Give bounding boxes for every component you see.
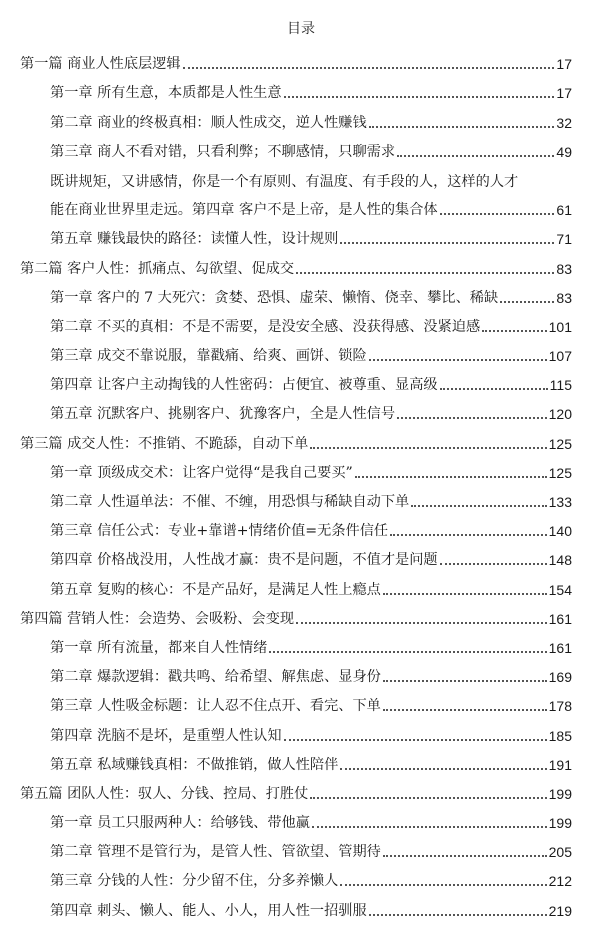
toc-entry-page: 185: [548, 727, 572, 744]
toc-list: [0, 44, 602, 920]
toc-entry-label: 第二篇 客户人性：抓痛点、勾欲望、促成交: [20, 260, 295, 277]
toc-entry-page: 125: [548, 435, 572, 452]
toc-entry-page: 107: [548, 348, 572, 365]
toc-entry-page: 83: [556, 289, 572, 306]
toc-title: 目录: [287, 21, 315, 37]
toc-entry-label: 第一章 客户的 7 大死穴：贪婪、恐惧、虚荣、懒惰、侥幸、攀比、稀缺: [50, 289, 499, 306]
toc-entry-part[interactable]: [0, 774, 602, 803]
toc-entry-page: 61: [556, 202, 572, 219]
toc-entry-label: 第五章 复购的核心：不是产品好，是满足人性上瘾点: [50, 581, 381, 598]
toc-entry-page: 199: [548, 785, 572, 802]
toc-entry-label: 第一章 所有流量，都来自人性情绪: [50, 639, 268, 656]
toc-entry-chapter[interactable]: [0, 161, 602, 219]
toc-entry-label: 第三章 人性吸金标题：让人忍不住点开、看完、下单: [50, 698, 381, 715]
toc-entry-page: 125: [548, 464, 572, 481]
toc-entry-page: 191: [548, 756, 572, 773]
toc-entry-chapter[interactable]: [0, 657, 602, 686]
toc-entry-label: 第二章 不买的真相：不是不需要，是没安全感、没获得感、没紧迫感: [50, 318, 481, 335]
toc-entry-chapter[interactable]: [0, 336, 602, 365]
dot-leader: [369, 914, 547, 916]
toc-entry-part[interactable]: [0, 599, 602, 628]
toc-entry-page: 17: [556, 85, 572, 102]
dot-leader: [310, 447, 546, 449]
toc-entry-chapter[interactable]: [0, 569, 602, 598]
toc-entry-label: 第一篇 商业人性底层逻辑: [20, 56, 181, 73]
dot-leader: [369, 359, 547, 361]
dot-leader: [500, 301, 554, 303]
toc-entry-page: 101: [548, 318, 572, 335]
dot-leader: [369, 126, 555, 128]
dot-leader: [355, 476, 547, 478]
toc-entry-label: 第一章 顶级成交术：让客户觉得“是我自己要买”: [50, 464, 353, 481]
toc-entry-page: 205: [548, 844, 572, 861]
toc-entry-page: 120: [548, 406, 572, 423]
toc-entry-page: 115: [549, 377, 572, 394]
toc-entry-chapter[interactable]: [0, 307, 602, 336]
toc-entry-label: 第四章 洗脑不是坏，是重塑人性认知: [50, 727, 282, 744]
dot-leader: [397, 417, 547, 419]
toc-entry-chapter[interactable]: [0, 73, 602, 102]
toc-entry-part[interactable]: [0, 423, 602, 452]
toc-entry-page: 161: [548, 610, 572, 627]
toc-entry-chapter[interactable]: [0, 686, 602, 715]
toc-entry-chapter[interactable]: [0, 803, 602, 832]
toc-entry-label: 第三章 信任公式：专业+靠谱+情绪价值=无条件信任: [50, 523, 389, 540]
toc-entry-page: 212: [548, 873, 572, 890]
toc-entry-chapter[interactable]: [0, 540, 602, 569]
dot-leader: [411, 505, 546, 507]
toc-entry-label: 第三章 商人不看对错，只看利弊；不聊感情，只聊需求: [50, 143, 396, 160]
toc-entry-page: 199: [548, 815, 572, 832]
dot-leader: [269, 651, 546, 653]
toc-entry-label: 第四章 让客户主动掏钱的人性密码：占便宜、被尊重、显高级: [50, 377, 438, 394]
toc-entry-label: 第二章 商业的终极真相：顺人性成交，逆人性赚钱: [50, 114, 367, 131]
toc-entry-label: 第二章 管理不是管行为，是管人性、管欲望、管期待: [50, 844, 381, 861]
toc-entry-chapter[interactable]: [0, 278, 602, 307]
toc-entry-chapter[interactable]: [0, 890, 602, 919]
toc-entry-chapter[interactable]: [0, 453, 602, 482]
toc-entry-label: 第二章 人性逼单法：不催、不缠，用恐惧与稀缺自动下单: [50, 494, 410, 511]
toc-entry-chapter[interactable]: [0, 365, 602, 394]
dot-leader: [440, 563, 547, 565]
dot-leader: [383, 593, 547, 595]
dot-leader: [340, 884, 546, 886]
toc-entry-chapter[interactable]: [0, 482, 602, 511]
toc-entry-label: 第五篇 团队人性：驭人、分钱、控局、打胜仗: [20, 785, 309, 802]
toc-entry-page: 219: [548, 902, 572, 919]
toc-entry-page: 133: [548, 494, 572, 511]
dot-leader: [183, 67, 555, 69]
toc-entry-chapter[interactable]: [0, 219, 602, 248]
toc-entry-page: 140: [548, 523, 572, 540]
dot-leader: [340, 242, 554, 244]
dot-leader: [482, 330, 547, 332]
toc-entry-label-line2: 能在商业世界里走远。第四章 客户不是上帝，是人性的集合体: [50, 202, 438, 219]
toc-entry-label: 第五章 沉默客户、挑剔客户、犹豫客户，全是人性信号: [50, 406, 396, 423]
toc-entry-label: 第三章 成交不靠说服，靠戳痛、给爽、画饼、锁险: [50, 348, 367, 365]
toc-entry-page: 17: [556, 56, 572, 73]
toc-entry-chapter[interactable]: [0, 102, 602, 131]
toc-entry-chapter[interactable]: [0, 394, 602, 423]
toc-entry-page: 154: [548, 581, 572, 598]
toc-entry-page: 32: [556, 114, 572, 131]
toc-entry-chapter[interactable]: [0, 832, 602, 861]
toc-entry-label: 第五章 赚钱最快的路径：读懂人性，设计规则: [50, 231, 339, 248]
dot-leader: [383, 855, 547, 857]
dot-leader: [397, 155, 554, 157]
toc-entry-label: 第二章 爆款逻辑：戳共鸣、给希望、解焦虑、显身份: [50, 669, 381, 686]
toc-entry-label: 第一章 所有生意，本质都是人性生意: [50, 85, 282, 102]
toc-entry-part[interactable]: [0, 44, 602, 73]
dot-leader: [310, 797, 546, 799]
dot-leader: [296, 622, 547, 624]
toc-entry-label: 第一章 员工只服两种人：给够钱、带他赢: [50, 815, 310, 832]
toc-entry-page: 178: [548, 698, 572, 715]
dot-leader: [296, 272, 554, 274]
toc-entry-label: 第三篇 成交人性：不推销、不跪舔，自动下单: [20, 435, 309, 452]
toc-entry-page: 161: [548, 639, 572, 656]
toc-entry-chapter[interactable]: [0, 511, 602, 540]
toc-entry-part[interactable]: [0, 248, 602, 277]
toc-entry-chapter[interactable]: [0, 132, 602, 161]
toc-entry-chapter[interactable]: [0, 861, 602, 890]
dot-leader: [440, 213, 555, 215]
toc-entry-label: 第四章 价格战没用，人性战才赢：贵不是问题，不值才是问题: [50, 552, 438, 569]
toc-entry-chapter[interactable]: [0, 628, 602, 657]
dot-leader: [390, 534, 547, 536]
toc-entry-chapter[interactable]: [0, 715, 602, 744]
dot-leader: [440, 388, 548, 390]
toc-entry-page: 71: [556, 231, 572, 248]
dot-leader: [312, 826, 547, 828]
toc-entry-page: 169: [548, 669, 572, 686]
dot-leader: [383, 680, 547, 682]
toc-entry-page: 83: [556, 260, 572, 277]
toc-entry-label: 第五章 私域赚钱真相：不做推销，做人性陪伴: [50, 756, 339, 773]
toc-entry-label: 第四篇 营销人性：会造势、会吸粉、会变现: [20, 610, 295, 627]
toc-entry-chapter[interactable]: [0, 745, 602, 774]
toc-entry-label: 第四章 刺头、懒人、能人、小人，用人性一招驯服: [50, 902, 367, 919]
toc-entry-page: 148: [548, 552, 572, 569]
toc-entry-page: 49: [556, 143, 572, 160]
dot-leader: [383, 709, 547, 711]
dot-leader: [340, 768, 546, 770]
dot-leader: [284, 739, 547, 741]
toc-entry-label: 第三章 分钱的人性：分少留不住，分多养懒人: [50, 873, 339, 890]
toc-entry-label-line1: 既讲规矩，又讲感情，你是一个有原则、有温度、有手段的人，这样的人才: [50, 174, 519, 191]
dot-leader: [284, 96, 555, 98]
